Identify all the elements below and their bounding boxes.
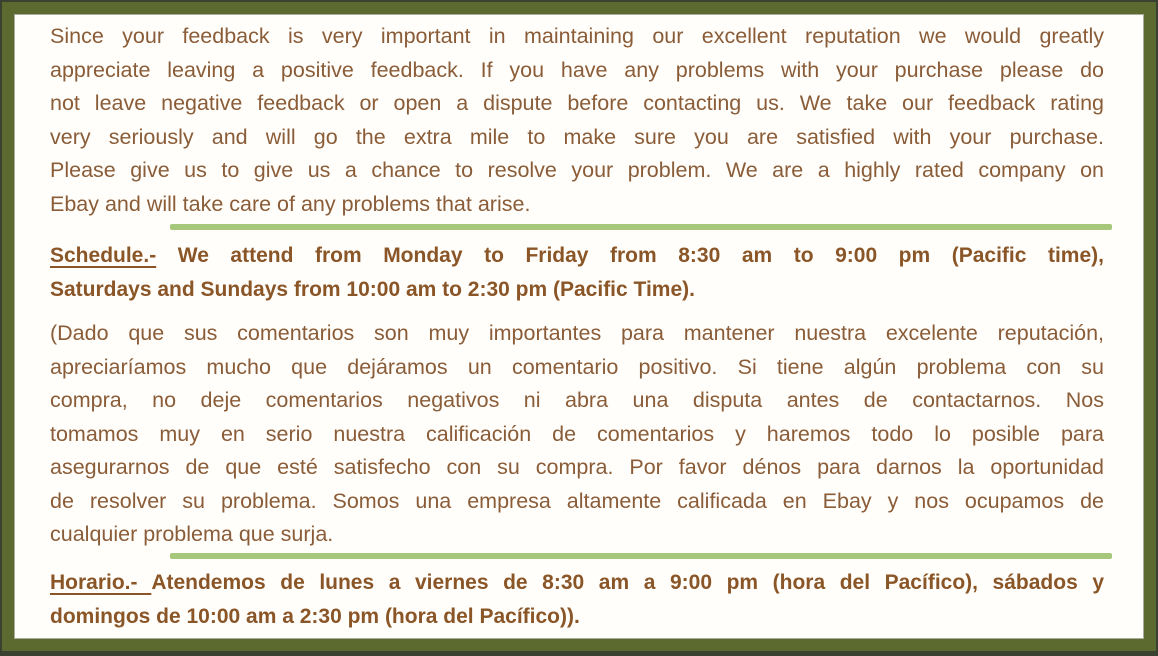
text-line: appreciate leaving a positive feedback. If you have any problems with your purchase please do bbox=[50, 57, 1104, 82]
text-line: tomamos muy en serio nuestra calificación de comentarios y haremos todo lo posible para bbox=[50, 421, 1104, 446]
schedule-line-1 bbox=[50, 239, 1104, 273]
text-line: very seriously and will go the extra mile to make sure you are satisfied with your purchase. bbox=[50, 124, 1104, 149]
text-line: asegurarnos de que esté satisfecho con su compra. Por favor dénos para darnos la oportunidad bbox=[50, 455, 1104, 479]
text-line: (Dado que sus comentarios son muy importantes para mantener nuestra excelente reputación, bbox=[50, 321, 1104, 345]
text-line: not leave negative feedback or open a dispute before contacting us. We take our feedback rating bbox=[50, 91, 1104, 115]
section-divider bbox=[170, 224, 1112, 230]
horario-text: Atendemos de lunes a viernes de 8:30 am a 9:00 pm (hora del Pacífico), sábados y bbox=[151, 570, 1105, 594]
text-line: Ebay and will take care of any problems that arise. bbox=[50, 191, 531, 216]
section-divider bbox=[170, 553, 1112, 559]
notice-frame bbox=[2, 2, 1156, 651]
schedule-text: We attend from Monday to Friday from 8:30 am to 9:00 pm (Pacific time), bbox=[156, 244, 1104, 267]
text-line: apreciaríamos mucho que dejáramos un comentario positivo. Si tiene algún problema con su bbox=[50, 354, 1104, 379]
text-line: cualquier problema que surja. bbox=[50, 522, 334, 546]
notice-content bbox=[14, 14, 1144, 639]
schedule-paragraph-en bbox=[50, 239, 1104, 307]
text-line: compra, no deje comentarios negativos ni abra una disputa antes de contactarnos. Nos bbox=[50, 388, 1104, 412]
schedule-paragraph-es bbox=[50, 566, 1104, 634]
horario-line-2: domingos de 10:00 am a 2:30 pm (hora del Pacífico)). bbox=[50, 604, 580, 628]
horario-heading: Horario.- bbox=[50, 570, 152, 594]
text-line: Please give us to give us a chance to resolve your problem. We are a highly rated company on bbox=[50, 158, 1104, 182]
text-line: Since your feedback is very important in maintaining our excellent reputation we would greatly bbox=[50, 24, 1104, 48]
schedule-line-2: Saturdays and Sundays from 10:00 am to 2:30 pm (Pacific Time). bbox=[50, 278, 695, 301]
horario-line-1 bbox=[50, 566, 1104, 600]
text-line: de resolver su problema. Somos una empresa altamente calificada en Ebay y nos ocupamos de bbox=[50, 488, 1104, 513]
feedback-policy-paragraph-es bbox=[50, 317, 1104, 552]
feedback-policy-paragraph-en bbox=[50, 20, 1104, 221]
schedule-heading: Schedule.- bbox=[50, 244, 157, 267]
